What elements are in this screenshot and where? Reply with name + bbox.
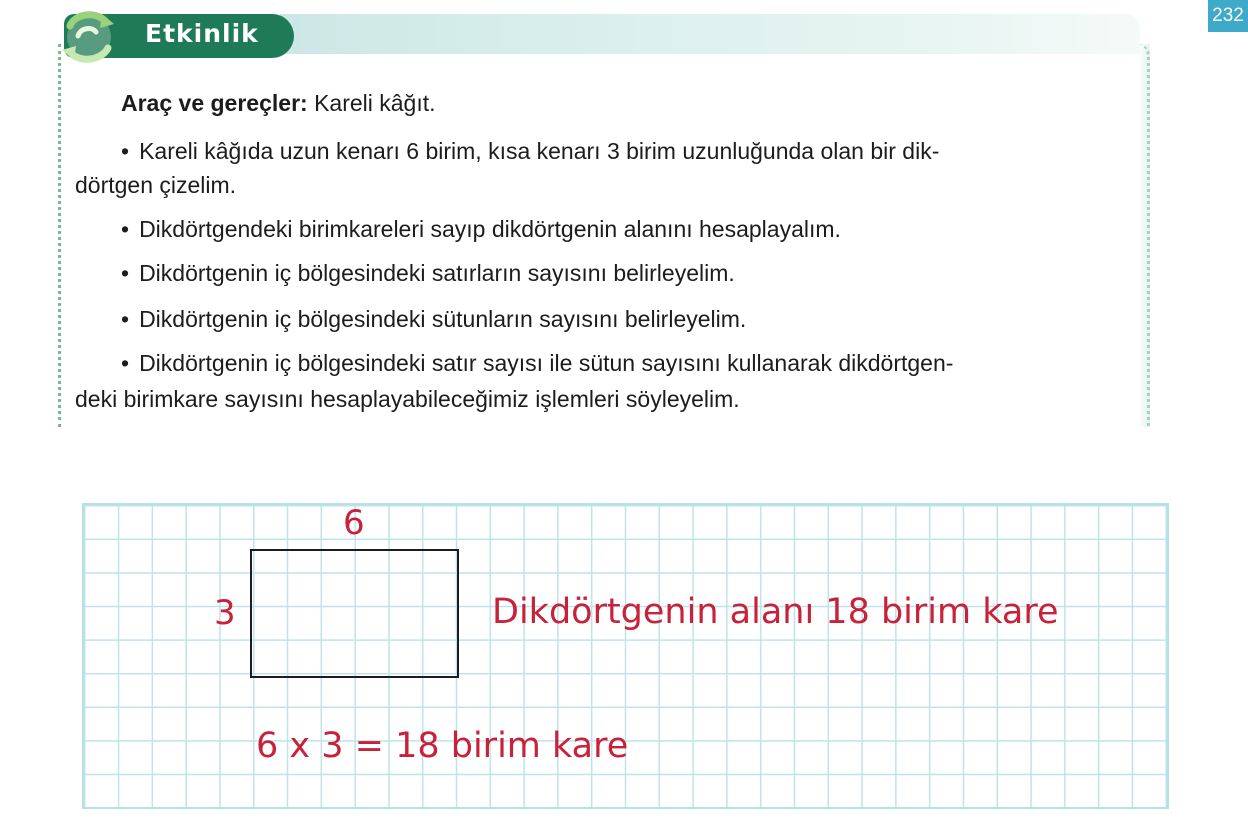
- rect-width-label: 6: [343, 503, 365, 543]
- instruction-5-cont: deki birimkare sayısını hesaplayabileceğimiz işlemleri söyleyelim.: [75, 386, 740, 412]
- instruction-1: [121, 136, 939, 166]
- rect-height-label: 3: [214, 593, 236, 633]
- instruction-text: Dikdörtgenin iç bölgesindeki satır sayısı ile sütun sayısını kullanarak dikdörtgen-: [139, 350, 954, 376]
- calculation-answer: 6 x 3 = 18 birim kare: [256, 726, 629, 766]
- bullet-point: •: [121, 260, 130, 286]
- bullet-point: •: [121, 138, 130, 164]
- materials-label: Araç ve gereçler:: [121, 90, 308, 116]
- instruction-2: [121, 214, 841, 244]
- materials-line: [121, 88, 436, 118]
- area-answer: Dikdörtgenin alanı 18 birim kare: [492, 592, 1059, 632]
- instruction-text: Dikdörtgenin iç bölgesindeki sütunların sayısını belirleyelim.: [139, 306, 747, 332]
- drawn-rectangle: [250, 549, 459, 678]
- page-number: 232: [1208, 0, 1248, 32]
- bullet-point: •: [121, 216, 130, 242]
- instruction-1-cont: dörtgen çizelim.: [75, 172, 237, 198]
- instruction-4: [121, 304, 746, 334]
- instruction-text: Dikdörtgendeki birimkareleri sayıp dikdörtgenin alanını hesaplayalım.: [139, 216, 841, 242]
- instruction-text: Kareli kâğıda uzun kenarı 6 birim, kısa kenarı 3 birim uzunluğunda olan bir dik-: [139, 138, 940, 164]
- instruction-3: [121, 258, 735, 288]
- materials-value: Kareli kâğıt.: [307, 90, 436, 116]
- bullet-point: •: [121, 350, 130, 376]
- instruction-5: [121, 348, 953, 378]
- instruction-text: Dikdörtgenin iç bölgesindeki satırların sayısını belirleyelim.: [139, 260, 735, 286]
- bullet-point: •: [121, 306, 130, 332]
- activity-title: Etkinlik: [145, 19, 259, 48]
